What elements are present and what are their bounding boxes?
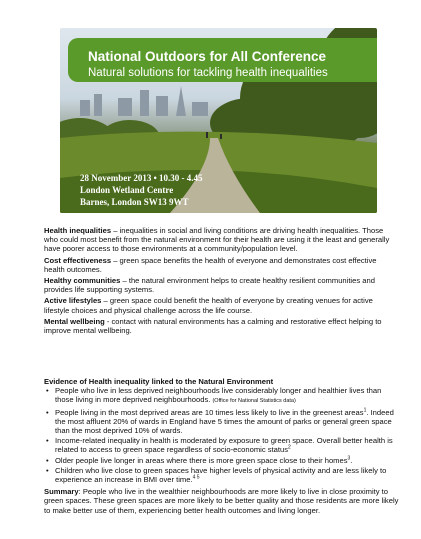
footnote-ref: 2 xyxy=(288,444,291,451)
definitions-list xyxy=(44,226,396,337)
definition-term: Healthy communities xyxy=(44,276,121,286)
definition-item xyxy=(44,226,396,254)
definition-text: – the natural environment helps to create healthy resilient communities and provides life supporting systems. xyxy=(44,276,375,295)
definition-text: – inequalities in social and living conditions are driving health inequalities. Those who could most benefit from the natural environment for their health are using it the least and generally have poorer access to those environments at a community/population level. xyxy=(44,226,390,254)
definition-item xyxy=(44,276,396,294)
event-address: Barnes, London SW13 9WT xyxy=(80,197,189,207)
evidence-title: Evidence of Health inequality linked to the Natural Environment xyxy=(44,377,274,386)
evidence-text: . xyxy=(350,455,353,465)
event-date: 28 November 2013 • 10.30 - 4.45 xyxy=(80,173,203,183)
definition-term: Health inequalities xyxy=(44,226,112,235)
definition-term: Cost effectiveness xyxy=(44,255,112,265)
definition-term: Active lifestyles xyxy=(44,296,102,306)
definition-text: - contact with natural environments has a calming and restorative effect helping to improve mental wellbeing. xyxy=(44,316,382,336)
evidence-text: Income-related inequality in health is moderated by exposure to green space. Overall better health is related to access to green space regardless of socio-economic status xyxy=(55,436,393,455)
definition-text: – green space could benefit the health of everyone by creating venues for active lifestyle choices and physical challenge across the life course. xyxy=(44,296,373,315)
evidence-text: People living in the most deprived areas are 10 times less likely to live in the greenest areas xyxy=(55,407,364,417)
evidence-section xyxy=(44,377,400,515)
footnote-ref: 4 5 xyxy=(192,474,200,481)
definition-item xyxy=(44,256,396,274)
evidence-item xyxy=(55,386,400,406)
summary-paragraph xyxy=(44,487,400,515)
evidence-source-note: (Office for National Statistics data) xyxy=(212,398,296,405)
evidence-text: . Indeed the most affluent 20% of wards in England have 5 times the amount of parks or general green space than the most deprived 10% of wards. xyxy=(55,407,394,436)
definition-text: – green space benefits the health of everyone and demonstrates cost effective health outcomes. xyxy=(44,255,377,274)
evidence-text: People who live in less deprived neighbourhoods live considerably longer and healthier lives than those living in more deprived neighbourhoods. xyxy=(55,386,382,405)
footnote-ref: 1 xyxy=(363,407,367,414)
evidence-item xyxy=(55,466,400,484)
evidence-item xyxy=(55,456,400,465)
footnote-ref: 3 xyxy=(347,455,351,462)
title-banner xyxy=(68,38,377,82)
definition-item xyxy=(44,317,396,335)
definition-item xyxy=(44,296,396,314)
evidence-item xyxy=(55,436,400,454)
evidence-list xyxy=(44,386,400,484)
summary-text: : People who live in the wealthier neighbourhoods are more likely to live in close proximity to green spaces. These green spaces are more likely to be better quality and those residents are more likely to make better use of them, experiencing better health outcomes and living longer. xyxy=(44,487,399,515)
evidence-text: Older people live longer in areas where there is more green space close to their homes xyxy=(55,455,348,465)
event-details xyxy=(80,172,202,208)
evidence-item xyxy=(55,408,400,436)
banner-subtitle: Natural solutions for tackling health inequalities xyxy=(88,67,328,79)
evidence-text: Children who live close to green spaces have higher levels of physical activity and are less likely to experience an increase in BMI over time. xyxy=(55,465,387,485)
summary-label: Summary xyxy=(44,487,79,497)
definition-term: Mental wellbeing xyxy=(44,316,105,326)
banner-title: National Outdoors for All Conference xyxy=(88,49,327,64)
event-venue: London Wetland Centre xyxy=(80,185,174,195)
